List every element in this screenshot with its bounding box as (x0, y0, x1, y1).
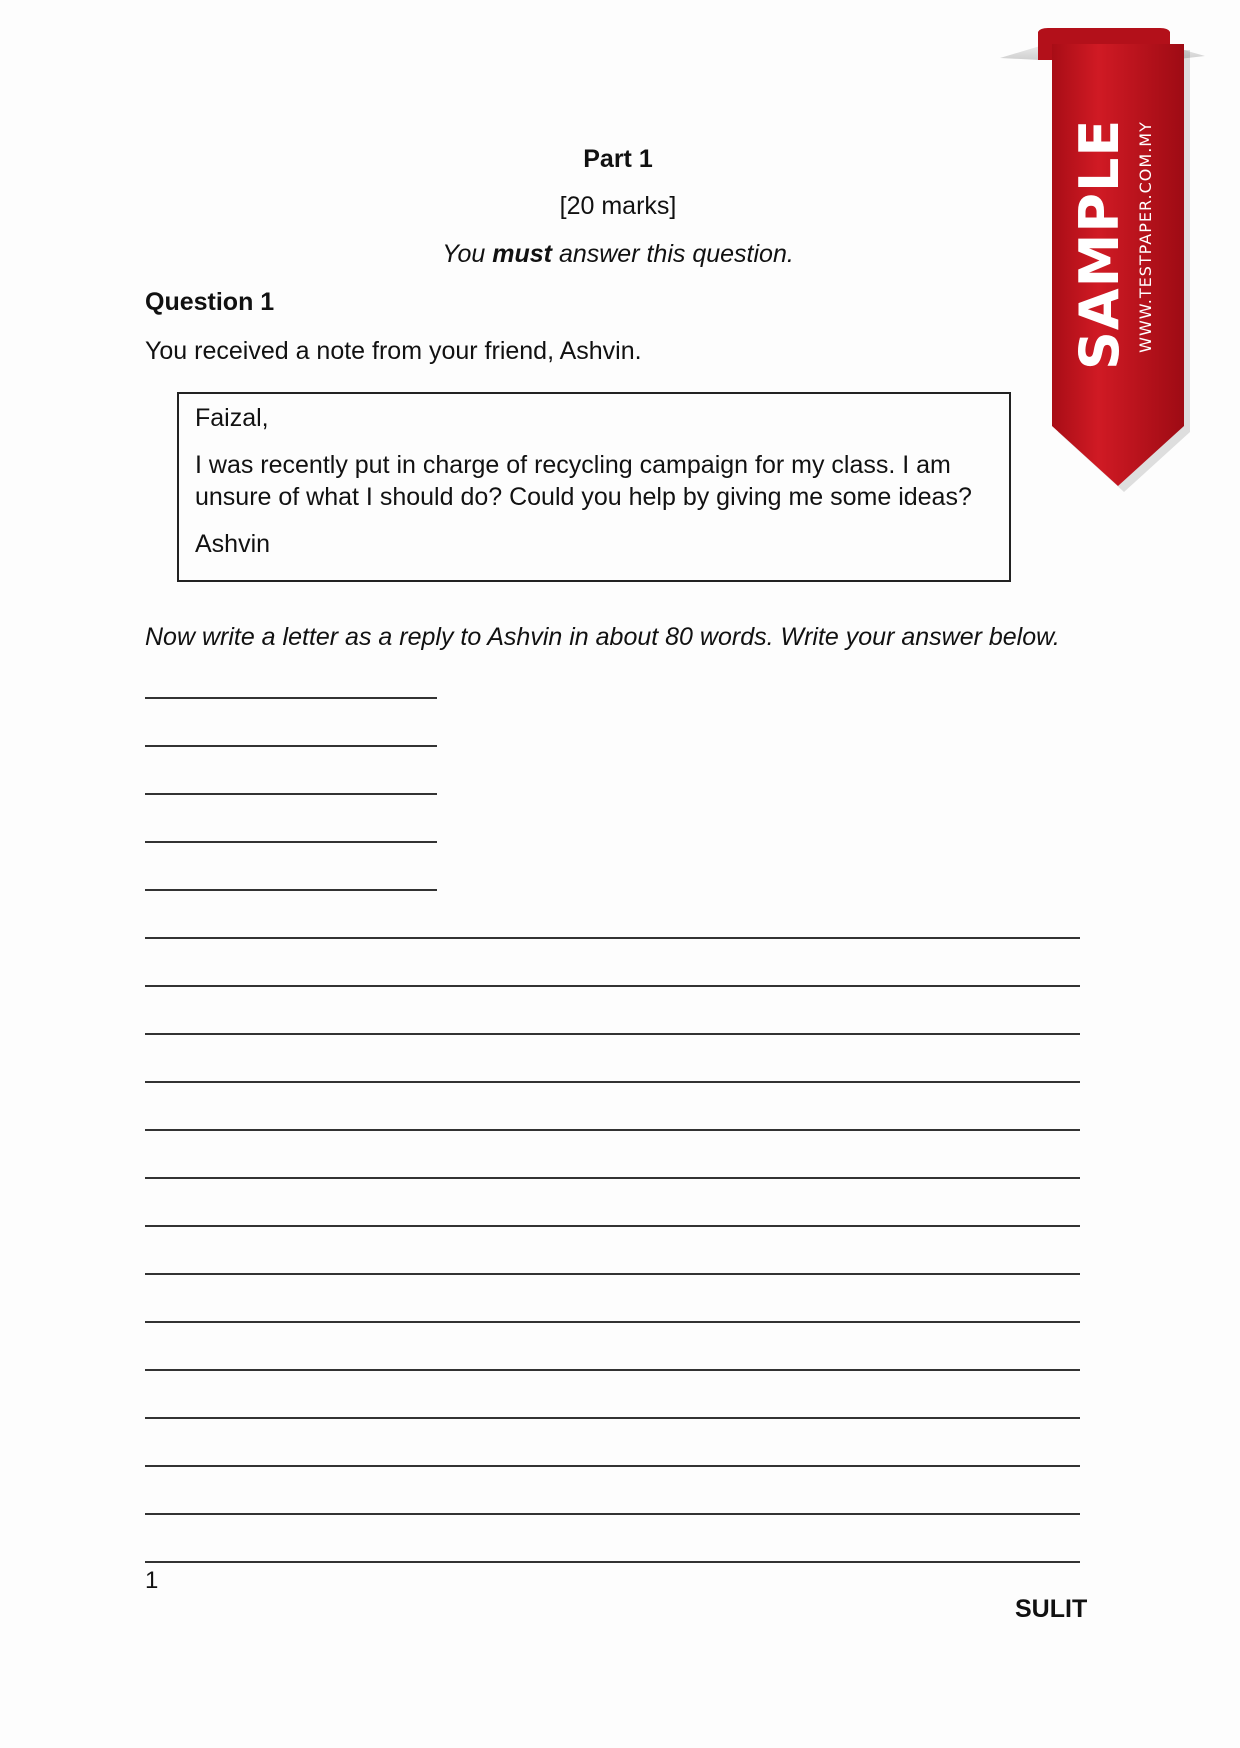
must-prefix: You (442, 240, 493, 268)
page-number: 1 (145, 1567, 159, 1594)
answer-line[interactable] (145, 1033, 1080, 1035)
answer-line[interactable] (145, 1417, 1080, 1419)
answer-line[interactable] (145, 1273, 1080, 1275)
must-word: must (492, 240, 552, 268)
ribbon-label-wrap (1070, 120, 1130, 370)
classification-label: SULIT (1015, 1595, 1088, 1623)
answer-line-short[interactable] (145, 793, 437, 795)
question-intro: You received a note from your friend, Ashvin. (145, 337, 642, 365)
answer-line[interactable] (145, 1369, 1080, 1371)
answer-line[interactable] (145, 1561, 1080, 1563)
answer-line[interactable] (145, 1129, 1080, 1131)
answer-line[interactable] (145, 985, 1080, 987)
question-heading: Question 1 (145, 288, 275, 316)
answer-line-short[interactable] (145, 889, 437, 891)
answer-area[interactable] (145, 0, 1080, 1748)
part-title: Part 1 (583, 145, 653, 173)
ribbon-site-label: WWW.TESTPAPER.COM.MY (1136, 121, 1155, 353)
answer-line-short[interactable] (145, 841, 437, 843)
answer-line[interactable] (145, 1177, 1080, 1179)
instruction: Now write a letter as a reply to Ashvin in about 80 words. Write your answer below. (145, 623, 1060, 651)
answer-line[interactable] (145, 1081, 1080, 1083)
answer-line[interactable] (145, 1513, 1080, 1515)
note-signoff: Ashvin (195, 530, 271, 558)
note-body: I was recently put in charge of recycling campaign for my class. I am unsure of what I should do? Could you help by giving me some ideas? (195, 451, 972, 511)
answer-line[interactable] (145, 1321, 1080, 1323)
must-suffix: answer this question. (552, 240, 794, 268)
answer-line[interactable] (145, 1465, 1080, 1467)
answer-line[interactable] (145, 1225, 1080, 1227)
note-salutation: Faizal, (195, 404, 269, 432)
answer-line-short[interactable] (145, 745, 437, 747)
answer-line[interactable] (145, 937, 1080, 939)
ribbon-sample-label: SAMPLE (1068, 118, 1131, 370)
marks-label: [20 marks] (559, 192, 677, 220)
answer-line-short[interactable] (145, 697, 437, 699)
